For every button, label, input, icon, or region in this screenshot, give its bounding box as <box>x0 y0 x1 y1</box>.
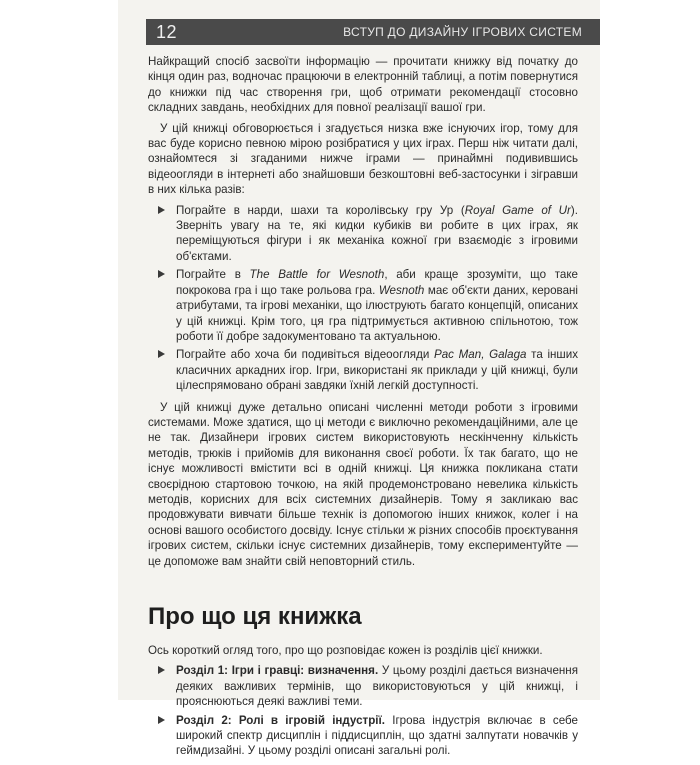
book-page <box>118 0 600 758</box>
list-item-text: Ігрова індустрія включає в себе широкий спектр дисциплін і піддисциплін, що здатні залпутати новачків у геймдизайні. У цьому розділі описані загальні ролі. <box>176 713 579 758</box>
list-item-text: Пограйте в <box>176 268 250 282</box>
list-item-text: Пограйте або хоча би подивіться відеоогляди <box>176 348 434 362</box>
list-item-text: має об'єкти даних, керовані атрибутами, та ігрові механіки, що ілюструють багато концепцій, описаних у цій книжці. Крім того, ця гра підтримується активною спільнотою, тож роботи її добре задокументовано та актуальною. <box>176 283 578 343</box>
running-title: ВСТУП ДО ДИЗАЙНУ ІГРОВИХ СИСТЕМ <box>343 25 582 39</box>
list-item <box>176 713 578 759</box>
list-item <box>176 267 578 344</box>
bullet-triangle-icon <box>158 350 165 358</box>
chapter-title: Розділ 2: Ролі в ігровій індустрії. <box>176 713 385 727</box>
chapters-list <box>148 663 578 758</box>
chapter-title: Розділ 1: Ігри і гравці: визначення. <box>176 664 379 678</box>
paragraph-intro: Найкращий спосіб засвоїти інформацію — прочитати книжку від початку до кінця один раз, водночас працюючи в електронній таблиці, а потім повернутися до книжки під час створення гри, щоб отримати рекомендації стосовно складних завдань, необхідних для повної реалізації вашої гри. <box>148 55 578 115</box>
paragraph-methods: У цій книжці дуже детально описані численні методи роботи з ігровими системами. Може здатися, що ці методи є виключно рекомендаційними, але це не так. Дизайнери ігрових систем використовують нескінченну кількість методів, трюків і прийомів для виконання своєї роботи. Їх так багато, що не існує можливості вмістити всі в одній книжці. Ця книжка покликана стати своєрідною стартовою точкою, на якій продемонстровано невелика кількість методів, корисних для всіх системних дизайнерів. Тому я закликаю вас продовжувати вивчати більше технік із допомогою інших книжок, колег і на основі вашого особистого досвіду. Існує стільки ж різних способів проєктування ігрових систем, скільки існує системних дизайнерів, тому експериментуйте — це допоможе вам знайти свій неповторний стиль. <box>148 400 578 568</box>
list-item <box>176 663 578 709</box>
list-item-text: ). Зверніть увагу на те, які кидки кубиків ви робите в цих іграх, як переміщуються фігури і як механіка кожної гри взаємодіє з ігровими об'єктами. <box>176 203 578 263</box>
paragraph-overview: Ось короткий огляд того, про що розповідає кожен із розділів цієї книжки. <box>148 644 543 657</box>
games-list <box>148 203 578 394</box>
bullet-triangle-icon <box>158 270 165 278</box>
list-item-text: , аби краще зрозуміти, що таке покрокова гра і що таке рольова гра. <box>176 268 578 297</box>
list-item-text: Пограйте в нарди, шахи та королівську гру Ур ( <box>176 203 465 217</box>
game-title: Royal Game of Ur <box>464 203 571 217</box>
bullet-triangle-icon <box>158 666 165 674</box>
game-title: Wesnoth <box>378 283 425 297</box>
bullet-triangle-icon <box>158 716 165 724</box>
section-heading: Про що ця книжка <box>148 603 362 630</box>
list-item <box>176 347 578 393</box>
list-item <box>176 203 578 265</box>
bullet-triangle-icon <box>158 206 165 214</box>
game-title: Pac Man, Galaga <box>434 348 527 362</box>
page-number: 12 <box>156 21 178 42</box>
list-item-text: та інших класичних аркадних ігор. Ігри, використані як приклади у цій книжці, були цілеспрямовано обрані завдяки їхній легкій доступності. <box>176 348 579 393</box>
paragraph-games: У цій книжці обговорюється і згадується низка вже існуючих ігор, тому для вас буде корисно певною мірою розібратися у цих іграх. Перш ніж читати далі, ознайомтеся зі згаданими нижче іграми — принаймні подивившись відеоогляди в інтернеті або знайшовши безкоштовні веб-застосунки і зігравши в них кілька разів: <box>148 121 578 197</box>
page-header <box>146 19 600 45</box>
game-title: The Battle for Wesnoth <box>249 268 385 282</box>
list-item-text: У цьому розділі дається визначення деяких важливих термінів, що використовуються у цій книжці, і прояснюються деякі важливі теми. <box>176 664 578 709</box>
page-content <box>148 54 578 765</box>
